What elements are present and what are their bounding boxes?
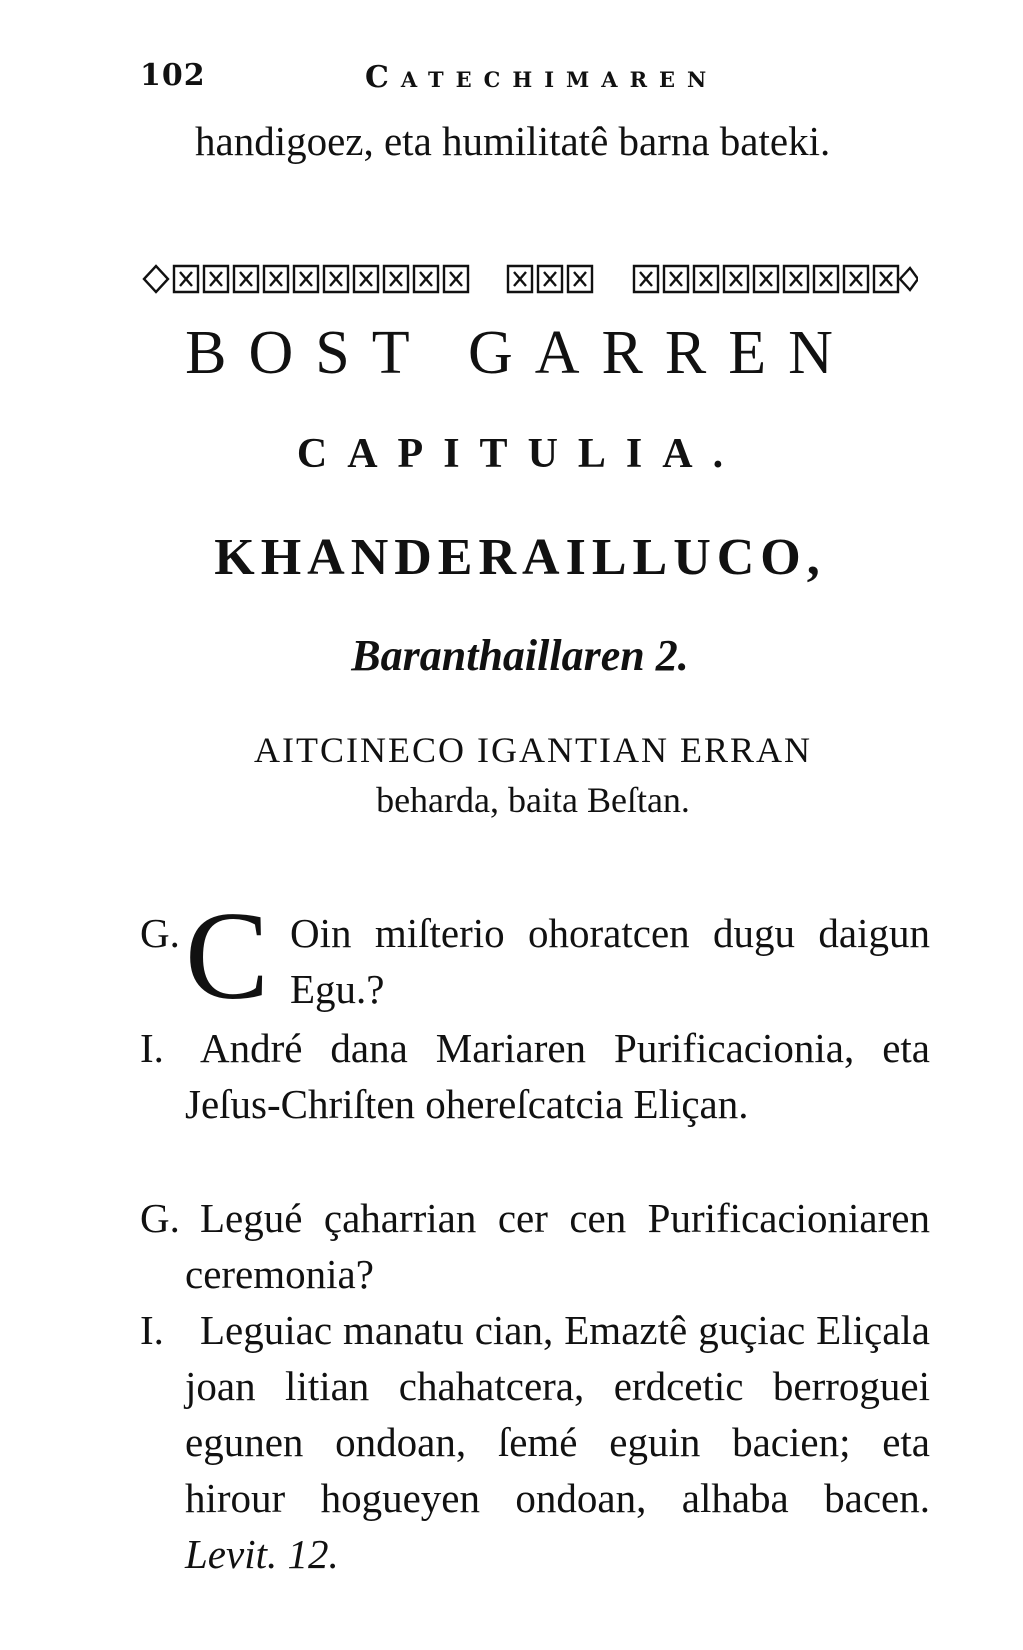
running-head <box>140 58 920 98</box>
lesson-description <box>138 725 928 825</box>
answer-text: André dana Mariaren Purificacionia, eta Jeſus-Chriſten ohereſcatcia Eliçan. <box>185 1025 930 1127</box>
answer-1 <box>140 1020 930 1132</box>
drop-cap: C <box>185 887 270 1026</box>
question-text: Oin miſterio ohoratcen dugu daigun Egu.? <box>290 910 930 1012</box>
question-1 <box>140 887 930 1026</box>
topic-heading: KHANDERAILLUCO, <box>214 529 826 586</box>
speaker-marker: G. <box>140 910 180 956</box>
page-number: 102 <box>140 58 206 93</box>
lesson-heading: Baranthaillaren 2. <box>351 631 689 680</box>
speaker-marker: I. <box>140 1307 164 1353</box>
running-title: Catechimaren <box>365 60 719 95</box>
question-text: Legué çaharrian cer cen Purificacioniaren ceremonia? <box>185 1195 930 1297</box>
description-line-2: beharda, baita Beſtan. <box>376 780 690 820</box>
ornament-band-icon <box>138 258 918 300</box>
citation: Levit. 12. <box>185 1531 339 1577</box>
carry-over-text: handigoez, eta humilitatê barna bateki. <box>195 118 831 164</box>
speaker-marker: I. <box>140 1025 164 1071</box>
question-2 <box>140 1190 930 1302</box>
chapter-heading: CAPITULIA. <box>296 431 744 477</box>
answer-2 <box>140 1302 930 1582</box>
answer-body: Leguiac manatu cian, Emaztê guçiac Eliçala joan litian chahatcera, erdcetic berroguei egunen ondoan, ſemé eguin bacien; eta hirour hogueyen ondoan, alhaba bacen. <box>185 1307 930 1521</box>
description-line-1: AITCINECO IGANTIAN ERRAN <box>254 730 812 770</box>
part-heading: BOST GARREN <box>185 319 855 387</box>
answer-text <box>140 1302 930 1582</box>
speaker-marker: G. <box>140 1195 180 1241</box>
